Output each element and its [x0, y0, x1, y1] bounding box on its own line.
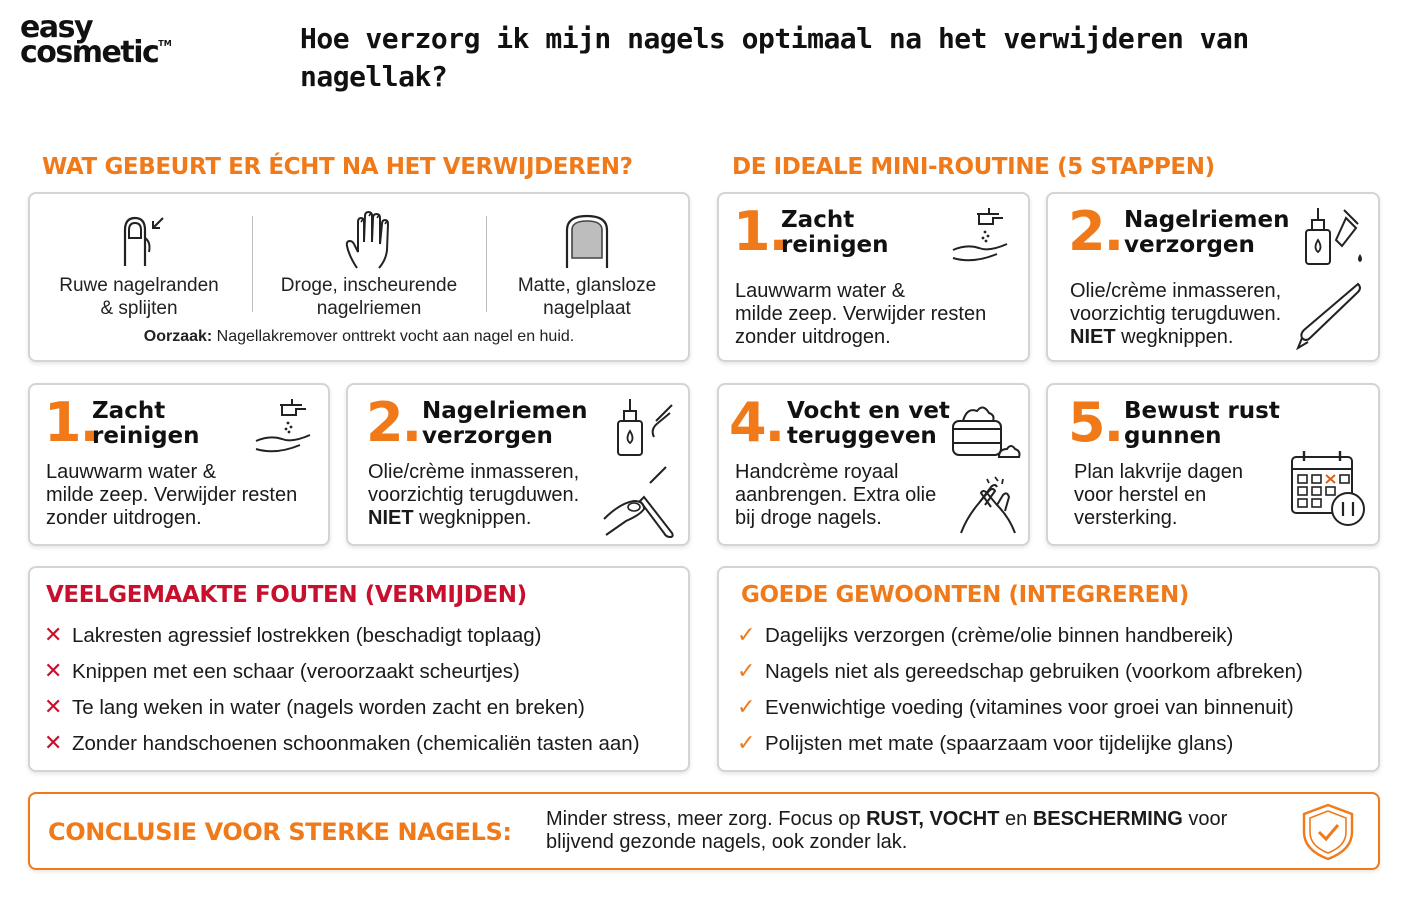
check-icon: ✓ [737, 694, 756, 719]
check-icon: ✓ [737, 622, 756, 647]
brand-tm: TM [158, 38, 172, 48]
cuticle-pusher-icon [600, 463, 680, 539]
step-number: 2. [366, 391, 421, 454]
habits-heading: GOEDE GEWOONTEN (INTEGREREN) [741, 582, 1189, 608]
problem-item-dry-cuticles [264, 208, 474, 320]
step-number: 5. [1068, 391, 1123, 454]
mistakes-panel [28, 566, 690, 772]
conclusion-panel [28, 792, 1380, 870]
step-title: Vocht en vet teruggeven [787, 398, 950, 449]
problem-3-line2: nagelplaat [543, 298, 631, 319]
step-body: Olie/crème inmasseren, voorzichtig terugduwen. NIET wegknippen. [1070, 280, 1282, 348]
step-body: Lauwwarm water & milde zeep. Verwijder resten zonder uitdrogen. [735, 280, 987, 348]
step-title: Zacht reinigen [781, 207, 889, 258]
step-card-1 [28, 383, 330, 546]
step-card-2 [346, 383, 690, 546]
mistakes-heading: VEELGEMAAKTE FOUTEN (VERMIJDEN) [46, 582, 527, 608]
habits-panel [717, 566, 1380, 772]
step-body: Lauwwarm water & milde zeep. Verwijder resten zonder uitdrogen. [46, 461, 298, 529]
problem-1-line2: & splijten [100, 298, 178, 319]
list-item: ✕ Knippen met een schaar (veroorzaakt scheurtjes) [44, 658, 520, 683]
conclusion-heading: CONCLUSIE VOOR STERKE NAGELS: [48, 818, 512, 846]
step-number: 2. [1068, 200, 1123, 263]
oil-bottle-icon [1302, 204, 1366, 270]
list-item: ✓ Polijsten met mate (spaarzaam voor tijdelijke glans) [737, 730, 1234, 755]
conclusion-text: Minder stress, meer zorg. Focus op RUST, VOCHT en BESCHERMING voor blijvend gezonde nagels, ook zonder lak. [546, 808, 1228, 853]
step-body: Olie/crème inmasseren, voorzichtig terugduwen. NIET wegknippen. [368, 461, 580, 529]
list-item: ✓ Dagelijks verzorgen (crème/olie binnen handbereik) [737, 622, 1234, 647]
faucet-hand-icon [252, 395, 318, 457]
page-title: Hoe verzorg ik mijn nagels optimaal na het verwijderen van nagellak? [300, 22, 1249, 93]
shield-check-icon [1300, 802, 1356, 862]
cross-icon: ✕ [44, 658, 63, 683]
list-item: ✕ Te lang weken in water (nagels worden zacht en breken) [44, 694, 585, 719]
step-title: Nagelriemen verzorgen [422, 398, 588, 449]
calendar-pause-icon [1288, 447, 1370, 529]
list-item: ✓ Evenwichtige voeding (vitamines voor groei van binnenuit) [737, 694, 1294, 719]
cause-text [30, 328, 688, 346]
list-item: ✕ Zonder handschoenen schoonmaken (chemicaliën tasten aan) [44, 730, 640, 755]
problem-2-line1: Droge, inscheurende [280, 275, 458, 296]
cross-icon: ✕ [44, 730, 63, 755]
step-body: Handcrème royaal aanbrengen. Extra olie bij droge nagels. [735, 461, 937, 529]
problem-item-rough-edges [34, 208, 244, 320]
nail-plate-icon [557, 208, 617, 270]
step-card-top-2 [1046, 192, 1380, 362]
step-number: 1. [733, 200, 788, 263]
cause-description: Nagellakremover onttrekt vocht aan nagel en huid. [212, 328, 575, 345]
cross-icon: ✕ [44, 622, 63, 647]
cross-icon: ✕ [44, 694, 63, 719]
list-item: ✓ Nagels niet als gereedschap gebruiken (voorkom afbreken) [737, 658, 1303, 683]
step-title: Bewust rust gunnen [1124, 398, 1280, 449]
cause-label: Oorzaak: [143, 328, 213, 345]
cream-jar-icon [949, 399, 1021, 465]
divider [252, 216, 253, 312]
check-icon: ✓ [737, 730, 756, 755]
faucet-hand-icon [949, 204, 1015, 266]
problem-2-line2: nagelriemen [316, 298, 422, 319]
check-icon: ✓ [737, 658, 756, 683]
brand-line-2: cosmetic [20, 34, 159, 70]
hands-cream-icon [955, 473, 1021, 539]
nail-edge-icon [109, 208, 169, 270]
cuticle-pusher-icon [1296, 280, 1366, 350]
problem-1-line1: Ruwe nagelranden [59, 275, 219, 296]
problem-item-dull-plate [482, 208, 692, 320]
hand-icon [339, 208, 399, 270]
problem-3-line1: Matte, glansloze [517, 275, 657, 296]
brand-line-1: easy [20, 10, 93, 45]
step-number: 4. [729, 391, 784, 454]
step-title: Nagelriemen verzorgen [1124, 207, 1290, 258]
step-title: Zacht reinigen [92, 398, 200, 449]
step-number: 1. [44, 391, 99, 454]
problems-panel [28, 192, 690, 362]
step-card-5 [1046, 383, 1380, 546]
routine-heading: DE IDEALE MINI-ROUTINE (5 STAPPEN) [732, 154, 1215, 180]
step-card-4 [717, 383, 1030, 546]
step-card-top-1 [717, 192, 1030, 362]
step-body: Plan lakvrije dagen voor herstel en versterking. [1074, 461, 1243, 529]
problems-heading: WAT GEBEURT ER ÉCHT NA HET VERWIJDEREN? [42, 154, 633, 180]
list-item: ✕ Lakresten agressief lostrekken (beschadigt toplaag) [44, 622, 542, 647]
brand-logo [20, 10, 172, 70]
oil-bottle-icon [614, 395, 678, 461]
